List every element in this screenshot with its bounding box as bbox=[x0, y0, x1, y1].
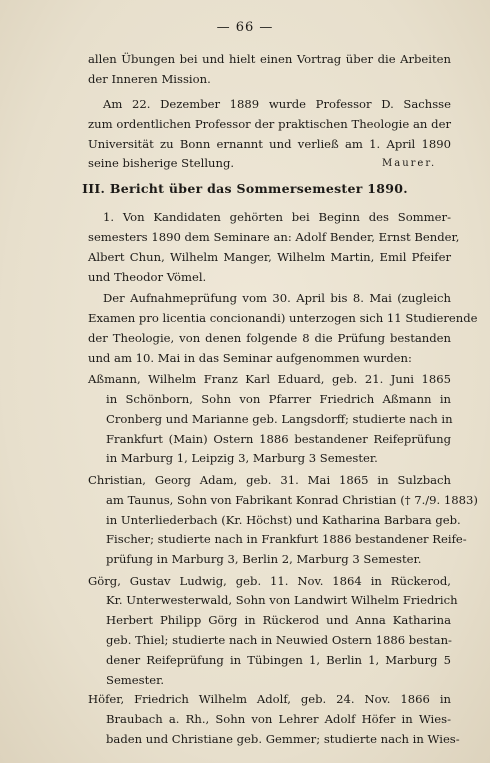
entry-line: in Unterliederbach (Kr. Höchst) und Katharina Barbara geb. bbox=[106, 512, 461, 527]
entry-line: Fischer; studierte nach in Frankfurt 1886 bestandener Reife- bbox=[106, 532, 467, 547]
text-line: und Theodor Vömel. bbox=[88, 269, 207, 284]
entry-line: Görg, Gustav Ludwig, geb. 11. Nov. 1864 in Rückerod, bbox=[88, 573, 451, 588]
text-line: seine bisherige Stellung. bbox=[88, 156, 235, 171]
text-line: 1. Von Kandidaten gehörten bei Beginn des Sommer- bbox=[103, 210, 451, 225]
text-line: Examen pro licentia concionandi) unterzogen sich 11 Studierende bbox=[88, 311, 478, 326]
entry-line: Aßmann, Wilhelm Franz Karl Eduard, geb. 21. Juni 1865 bbox=[88, 372, 451, 387]
entry-line: Christian, Georg Adam, geb. 31. Mai 1865 in Sulzbach bbox=[88, 472, 451, 487]
entry-line: geb. Thiel; studierte nach in Neuwied Ostern 1886 bestan- bbox=[106, 633, 452, 648]
text-line: und am 10. Mai in das Seminar aufgenommen wurden: bbox=[88, 350, 412, 365]
entry-line: dener Reifeprüfung in Tübingen 1, Berlin 1, Marburg 5 bbox=[106, 652, 451, 667]
section-heading: III. Bericht über das Sommersemester 1890. bbox=[82, 181, 408, 197]
text-line: Am 22. Dezember 1889 wurde Professor D. Sachsse bbox=[103, 96, 451, 111]
entry-line: in Marburg 1, Leipzig 3, Marburg 3 Semester. bbox=[106, 451, 378, 466]
entry-line: prüfung in Marburg 3, Berlin 2, Marburg 3 Semester. bbox=[106, 552, 422, 567]
entry-line: Cronberg und Marianne geb. Langsdorff; studierte nach in bbox=[106, 411, 453, 426]
entry-line: Frankfurt (Main) Ostern 1886 bestandener Reifeprüfung bbox=[106, 431, 451, 446]
text-line: allen Übungen bei und hielt einen Vortrag über die Arbeiten bbox=[88, 52, 451, 66]
signature: Maurer. bbox=[382, 157, 437, 169]
text-line: Albert Chun, Wilhelm Manger, Wilhelm Martin, Emil Pfeifer bbox=[88, 249, 451, 264]
entry-line: Semester. bbox=[106, 672, 165, 687]
text-line: Universität zu Bonn ernannt und verließ am 1. April 1890 bbox=[88, 136, 451, 151]
entry-line: Höfer, Friedrich Wilhelm Adolf, geb. 24. Nov. 1866 in bbox=[88, 692, 451, 707]
page-number: — 66 — bbox=[216, 20, 274, 35]
text-line: der Theologie, von denen folgende 8 die Prüfung bestanden bbox=[88, 330, 451, 345]
text-line: der Inneren Mission. bbox=[88, 71, 211, 86]
entry-line: Herbert Philipp Görg in Rückerod und Anna Katharina bbox=[106, 613, 451, 628]
entry-line: baden und Christiane geb. Gemmer; studierte nach in Wies- bbox=[106, 732, 460, 746]
text-line: semesters 1890 dem Seminare an: Adolf Bender, Ernst Bender, bbox=[88, 230, 460, 245]
entry-line: Kr. Unterwesterwald, Sohn von Landwirt Wilhelm Friedrich bbox=[106, 593, 458, 608]
entry-line: am Taunus, Sohn von Fabrikant Konrad Christian († 7./9. 1883) bbox=[106, 492, 478, 507]
text-line: Der Aufnahmeprüfung vom 30. April bis 8. Mai (zugleich bbox=[103, 291, 451, 306]
entry-line: in Schönborn, Sohn von Pfarrer Friedrich Aßmann in bbox=[106, 392, 451, 406]
text-line: zum ordentlichen Professor der praktischen Theologie an der bbox=[88, 116, 451, 131]
entry-line: Braubach a. Rh., Sohn von Lehrer Adolf Höfer in Wies- bbox=[106, 712, 451, 727]
